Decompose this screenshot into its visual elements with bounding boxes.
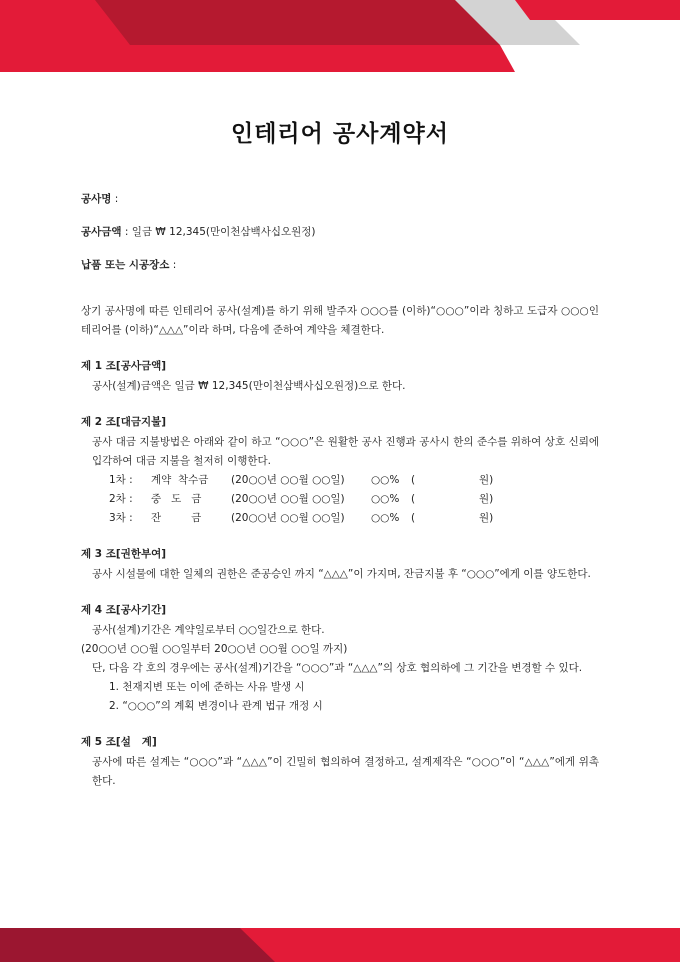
footer-decoration [0,928,680,962]
article-4 [81,601,599,716]
field-contract-amount: 공사금액 : 일금 ₩ 12,345(만이천삼백사십오원정) [81,226,316,238]
document-body [81,190,599,791]
footer-dark-band [0,928,280,962]
payment-row: 3차 : 잔 금 (20○○년 ○○월 ○○일) ○○% ( 원) [109,512,494,524]
article-text: 단, 다음 각 호의 경우에는 공사(설계)기간을 “○○○”과 “△△△”의 상호 협의하에 그 기간을 변경할 수 있다. [92,662,583,674]
list-item: 1. 천재지변 또는 이에 준하는 사유 발생 시 [109,681,305,693]
field-label: 납품 또는 시공장소 [81,259,170,271]
list-item: 2. “○○○”의 계획 변경이나 관계 법규 개정 시 [109,700,323,712]
article-2 [81,413,599,528]
article-heading: 제 2 조[대금지불] [81,416,167,428]
article-5 [81,733,599,791]
field-delivery-location: 납품 또는 시공장소 : [81,259,177,271]
payment-row: 2차 : 중 도 금 (20○○년 ○○월 ○○일) ○○% ( 원) [109,493,494,505]
article-heading: 제 3 조[권한부여] [81,548,167,560]
article-1 [81,357,599,396]
field-label: 공사명 [81,193,112,205]
header-dark-band [95,0,505,45]
payment-row: 1차 : 계약 착수금 (20○○년 ○○월 ○○일) ○○% ( 원) [109,474,494,486]
field-value: 일금 ₩ 12,345(만이천삼백사십오원정) [131,226,316,238]
header-decoration [0,0,680,80]
document-title: 인테리어 공사계약서 [231,121,449,147]
article-heading: 제 1 조[공사금액] [81,360,167,372]
article-text: 공사(설계)금액은 일금 ₩ 12,345(만이천삼백사십오원정)으로 한다. [92,380,406,392]
footer-red-band [240,928,680,962]
article-text: 공사 대금 지불방법은 아래와 같이 하고 “○○○”은 원활한 공사 진행과 공사시 한의 준수를 위하여 상호 신뢰에 입각하여 대금 지불을 철저히 이행한다. [92,436,599,467]
field-project-name: 공사명 : [81,193,119,205]
article-text: 공사에 따른 설계는 “○○○”과 “△△△”이 긴밀히 협의하여 결정하고, 설계제작은 “○○○”이 “△△△”에게 위촉한다. [92,756,599,787]
article-3 [81,545,599,584]
article-heading: 제 5 조[설 계] [81,736,157,748]
field-label: 공사금액 [81,226,122,238]
article-text: (20○○년 ○○월 ○○일부터 20○○년 ○○월 ○○일 까지) [81,643,348,655]
intro-paragraph: 상기 공사명에 따른 인테리어 공사(설계)를 하기 위해 발주자 ○○○를 (이하)“○○○”이라 칭하고 도급자 ○○○인테리어를 (이하)“△△△”이라 하며, 다음에 준하여 계약을 체결한다. [81,305,599,336]
article-heading: 제 4 조[공사기간] [81,604,167,616]
header-red-corner [515,0,680,20]
article-text: 공사(설계)기간은 계약일로부터 ○○일간으로 한다. [92,624,325,636]
article-text: 공사 시설물에 대한 일체의 권한은 준공승인 까지 “△△△”이 가지며, 잔금지불 후 “○○○”에게 이를 양도한다. [92,568,591,580]
